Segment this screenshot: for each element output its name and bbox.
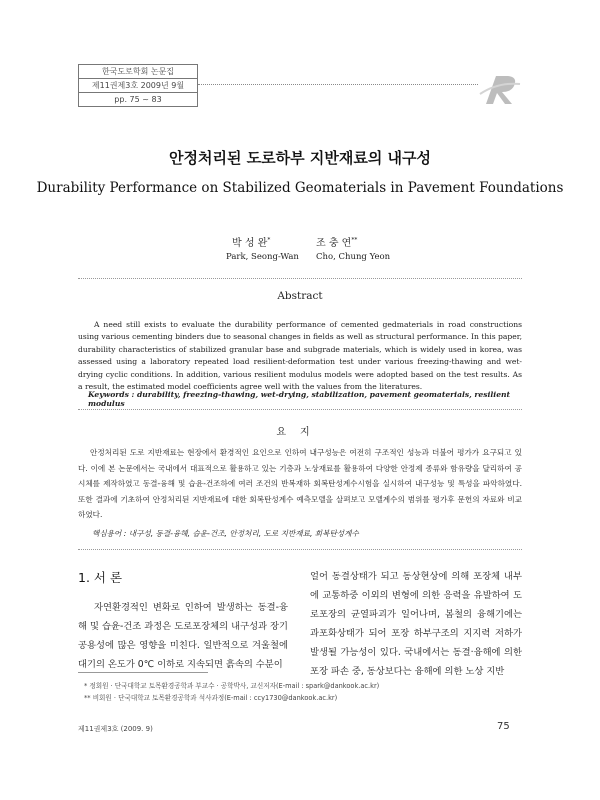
- author-2-name: 조 충 연: [316, 238, 352, 249]
- page-number: 75: [497, 721, 510, 732]
- journal-name: 한국도로학회 논문집: [101, 67, 175, 76]
- separator-bottom: [78, 549, 522, 550]
- footnote-1: * 정회원 · 단국대학교 토목환경공학과 부교수 · 공학박사, 교신저자(E-mail : spark@dankook.ac.kr): [84, 682, 380, 690]
- abstract-heading: Abstract: [277, 290, 323, 302]
- author-2-mark: **: [351, 236, 358, 244]
- footnote-rule: [78, 672, 208, 673]
- journal-pages: pp. 75 ~ 83: [114, 95, 162, 104]
- section-left-column: 자연환경적인 변화로 인하여 발생하는 동결-융해 및 습윤-건조 과정은 도로포장체의 내구성과 장기 공용성에 많은 영향을 미친다. 일반적으로 겨울철에 대기의 온도가 0℃ 이하로 지속되면 흙속의 수분이: [78, 602, 288, 670]
- separator-top: [78, 278, 522, 279]
- author-1-korean: [232, 234, 270, 249]
- author-2-korean: [316, 234, 357, 249]
- title-korean: 안정처리된 도로하부 지반재료의 내구성: [169, 149, 431, 167]
- journal-info-box: [78, 64, 198, 107]
- yoji-heading: 요지: [276, 427, 324, 438]
- header-dotted-rule: [198, 84, 478, 85]
- author-1-mark: *: [267, 236, 271, 244]
- abstract-text: A need still exists to evaluate the durability performance of cemented gedmaterials in road constructions using various cementing binders due to seasonal changes in fields as well as structural performance. In this paper, durability characteristics of stabilized granular base and subgrade materials, which is widely used in korea, was assessed using a laboratory repeated load resilient-deformation test under various freezing-thawing and wet-drying cyclic conditions. In addition, various resilient modulus models were adopted based on the test results. As a result, the estimated model coefficients agree well with the values from the literatures.: [78, 320, 522, 392]
- author-1-name: 박 성 완: [232, 238, 268, 249]
- journal-logo-icon: [478, 70, 522, 110]
- abstract-keywords: Keywords : durability, freezing-thawing, wet-drying, stabilization, pavement geomaterials, resilient modulus: [88, 390, 511, 408]
- footnote-2: ** 비회원 · 단국대학교 토목환경공학과 석사과정(E-mail : ccy1730@dankook.ac.kr): [84, 694, 338, 702]
- author-1-english: Park, Seong-Wan: [226, 252, 299, 262]
- author-2-english: Cho, Chung Yeon: [316, 252, 391, 262]
- title-english: Durability Performance on Stabilized Geomaterials in Pavement Foundations: [36, 180, 564, 196]
- journal-volume: 제11권제3호 2009년 9월: [79, 78, 197, 93]
- section-right-column: 얼어 동결상태가 되고 동상현상에 의해 포장체 내부에 교통하중 이외의 변형에 의한 응력을 유발하여 도로포장의 균열파괴가 일어나며, 봄철의 융해기에는 과포화상태가 되어 포장 하부구조의 지지력 저하가 발생될 가능성이 있다. 국내에서는 동결·융해에 의한 포장 파손 중, 동상보다는 융해에 의한 노상 지반: [310, 571, 522, 677]
- yoji-keywords: 핵심용어 : 내구성, 동결-융해, 습윤-건조, 안정처리, 도로 지반재료, 회복탄성계수: [92, 529, 359, 538]
- footer-issue: 제11권제3호 (2009. 9): [78, 725, 153, 733]
- section-heading: 1. 서 론: [78, 570, 123, 585]
- yoji-text: 안정처리된 도로 지반재료는 현장에서 환경적인 요인으로 인하여 내구성능은 여전히 구조적인 성능과 더불어 평가가 요구되고 있다. 이에 본 논문에서는 국내에서 대표적으로 활용하고 있는 기층과 노상재료를 활용하여 다양한 안정제 종류와 함유량을 달리하여 공시체를 제작하였고 동결-융해 및 습윤-건조하에 여러 조건의 반복재하 회복탄성계수시험을 실시하여 내구성능 및 특성을 파악하였다. 또한 결과에 기초하여 안정처리된 지반재료에 대한 회복탄성계수 예측모델을 살펴보고 모델계수의 범위를 평가후 문헌의 자료와 비교하였다.: [78, 448, 522, 519]
- separator-middle: [78, 409, 522, 410]
